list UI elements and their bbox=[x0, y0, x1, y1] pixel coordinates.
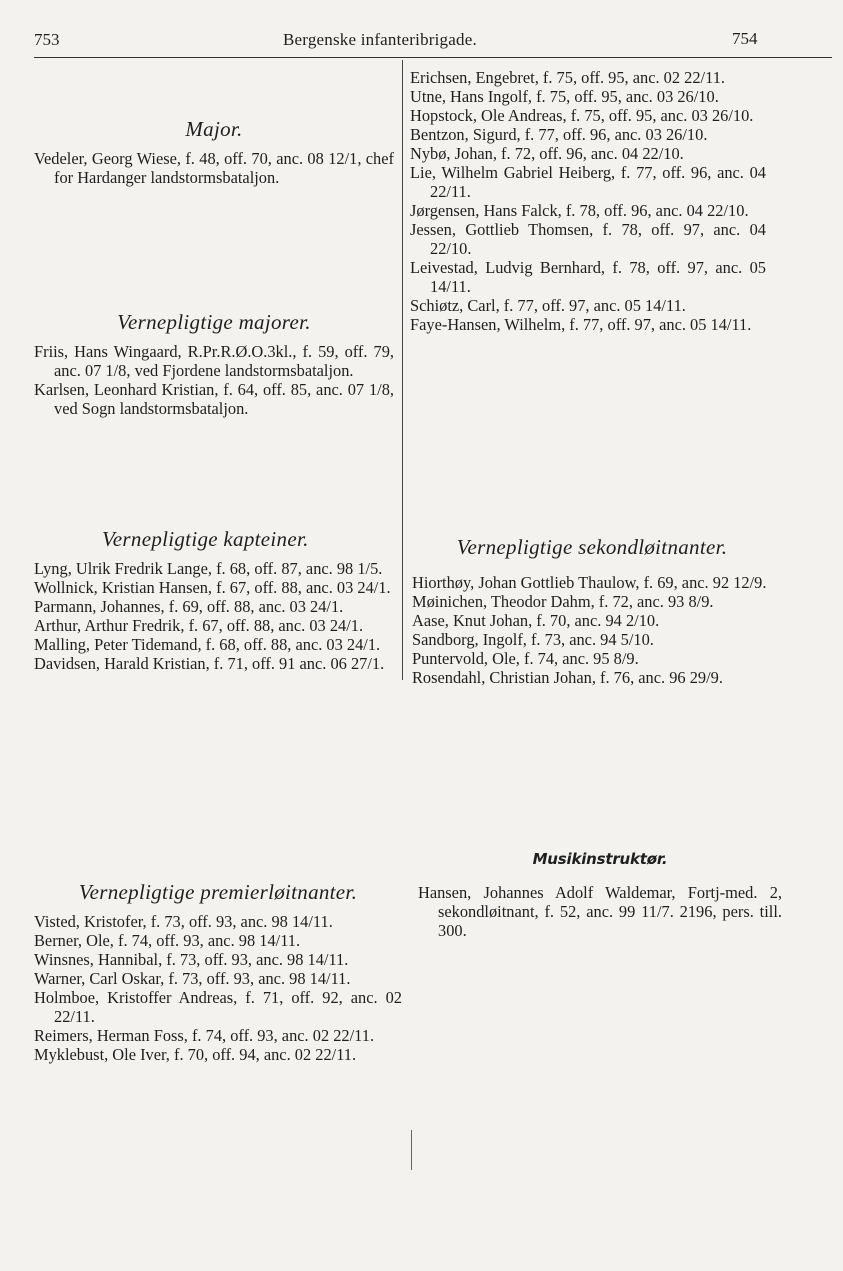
list-entry: Malling, Peter Tidemand, f. 68, off. 88, anc. 03 24/1. bbox=[34, 635, 381, 654]
list-entry: Nybø, Johan, f. 72, off. 96, anc. 04 22/10. bbox=[410, 144, 684, 163]
list-entry: Rosendahl, Christian Johan, f. 76, anc. 96 29/9. bbox=[412, 668, 723, 687]
section-heading: Vernepligtige kapteiner. bbox=[102, 527, 309, 551]
list-entry: Schiøtz, Carl, f. 77, off. 97, anc. 05 14/11. bbox=[410, 296, 686, 315]
list-entry: Myklebust, Ole Iver, f. 70, off. 94, anc. 02 22/11. bbox=[34, 1045, 357, 1064]
page-number-left: 753 bbox=[34, 30, 60, 49]
header-rule bbox=[34, 57, 832, 58]
list-entry: Winsnes, Hannibal, f. 73, off. 93, anc. 98 14/11. bbox=[34, 950, 349, 969]
list-entry: Hopstock, Ole Andreas, f. 75, off. 95, anc. 03 26/10. bbox=[410, 106, 754, 125]
list-entry: Bentzon, Sigurd, f. 77, off. 96, anc. 03 26/10. bbox=[410, 125, 708, 144]
list-entry: Puntervold, Ole, f. 74, anc. 95 8/9. bbox=[412, 649, 639, 668]
list-entry: Jørgensen, Hans Falck, f. 78, off. 96, anc. 04 22/10. bbox=[410, 201, 749, 220]
list-entry: Hiorthøy, Johan Gottlieb Thaulow, f. 69, anc. 92 12/9. bbox=[412, 573, 767, 592]
section-heading: Vernepligtige premierløitnanter. bbox=[78, 880, 358, 904]
column-divider bbox=[402, 60, 403, 680]
list-entry: Utne, Hans Ingolf, f. 75, off. 95, anc. 03 26/10. bbox=[410, 87, 719, 106]
section-heading: Major. bbox=[185, 117, 243, 141]
list-entry: Leivestad, Ludvig Bernhard, f. 78, off. 97, anc. 05 14/11. bbox=[410, 258, 766, 296]
section-heading: Vernepligtige majorer. bbox=[117, 310, 311, 334]
list-entry: Hansen, Johannes Adolf Waldemar, Fortj-med. 2, sekondløitnant, f. 52, anc. 99 11/7. 2196, pers. till. 300. bbox=[418, 883, 782, 940]
list-entry: Berner, Ole, f. 74, off. 93, anc. 98 14/11. bbox=[34, 931, 301, 950]
page-number-right: 754 bbox=[732, 29, 758, 48]
section-musikinstruktor bbox=[418, 850, 782, 940]
list-entry: Sandborg, Ingolf, f. 73, anc. 94 5/10. bbox=[412, 630, 654, 649]
list-entry: Lie, Wilhelm Gabriel Heiberg, f. 77, off. 96, anc. 04 22/11. bbox=[410, 163, 766, 201]
list-entry: Faye-Hansen, Wilhelm, f. 77, off. 97, anc. 05 14/11. bbox=[410, 315, 752, 334]
list-entry: Arthur, Arthur Fredrik, f. 67, off. 88, anc. 03 24/1. bbox=[34, 616, 364, 635]
section-major bbox=[34, 117, 394, 187]
section-vernepligtige-majorer bbox=[34, 310, 394, 418]
section-premierloitnanter-continued bbox=[410, 68, 766, 334]
list-entry: Parmann, Johannes, f. 69, off. 88, anc. 03 24/1. bbox=[34, 597, 344, 616]
section-vernepligtige-sekondloitnanter bbox=[412, 535, 772, 687]
list-entry: Holmboe, Kristoffer Andreas, f. 71, off. 92, anc. 02 22/11. bbox=[34, 988, 402, 1026]
list-entry: Visted, Kristofer, f. 73, off. 93, anc. 98 14/11. bbox=[34, 912, 333, 931]
section-heading: Musikinstruktør. bbox=[532, 850, 668, 868]
section-heading: Vernepligtige sekondløitnanter. bbox=[456, 535, 728, 559]
section-vernepligtige-kapteiner bbox=[34, 527, 398, 673]
running-title: Bergenske infanteribrigade. bbox=[283, 30, 477, 49]
list-entry: Karlsen, Leonhard Kristian, f. 64, off. 85, anc. 07 1/8, ved Sogn landstormsbataljon. bbox=[34, 380, 394, 418]
list-entry: Erichsen, Engebret, f. 75, off. 95, anc. 02 22/11. bbox=[410, 68, 725, 87]
column-divider-bottom bbox=[411, 1130, 412, 1170]
list-entry: Davidsen, Harald Kristian, f. 71, off. 91 anc. 06 27/1. bbox=[34, 654, 385, 673]
section-vernepligtige-premierloitnanter bbox=[34, 880, 402, 1064]
list-entry: Wollnick, Kristian Hansen, f. 67, off. 88, anc. 03 24/1. bbox=[34, 578, 391, 597]
list-entry: Jessen, Gottlieb Thomsen, f. 78, off. 97, anc. 04 22/10. bbox=[410, 220, 766, 258]
list-entry: Warner, Carl Oskar, f. 73, off. 93, anc. 98 14/11. bbox=[34, 969, 351, 988]
list-entry: Aase, Knut Johan, f. 70, anc. 94 2/10. bbox=[412, 611, 660, 630]
list-entry: Møinichen, Theodor Dahm, f. 72, anc. 93 8/9. bbox=[412, 592, 714, 611]
list-entry: Reimers, Herman Foss, f. 74, off. 93, anc. 02 22/11. bbox=[34, 1026, 375, 1045]
list-entry: Friis, Hans Wingaard, R.Pr.R.Ø.O.3kl., f. 59, off. 79, anc. 07 1/8, ved Fjordene landstormsbataljon. bbox=[34, 342, 394, 380]
list-entry: Lyng, Ulrik Fredrik Lange, f. 68, off. 87, anc. 98 1/5. bbox=[34, 559, 383, 578]
list-entry: Vedeler, Georg Wiese, f. 48, off. 70, anc. 08 12/1, chef for Hardanger landstormsbataljon. bbox=[34, 149, 394, 187]
